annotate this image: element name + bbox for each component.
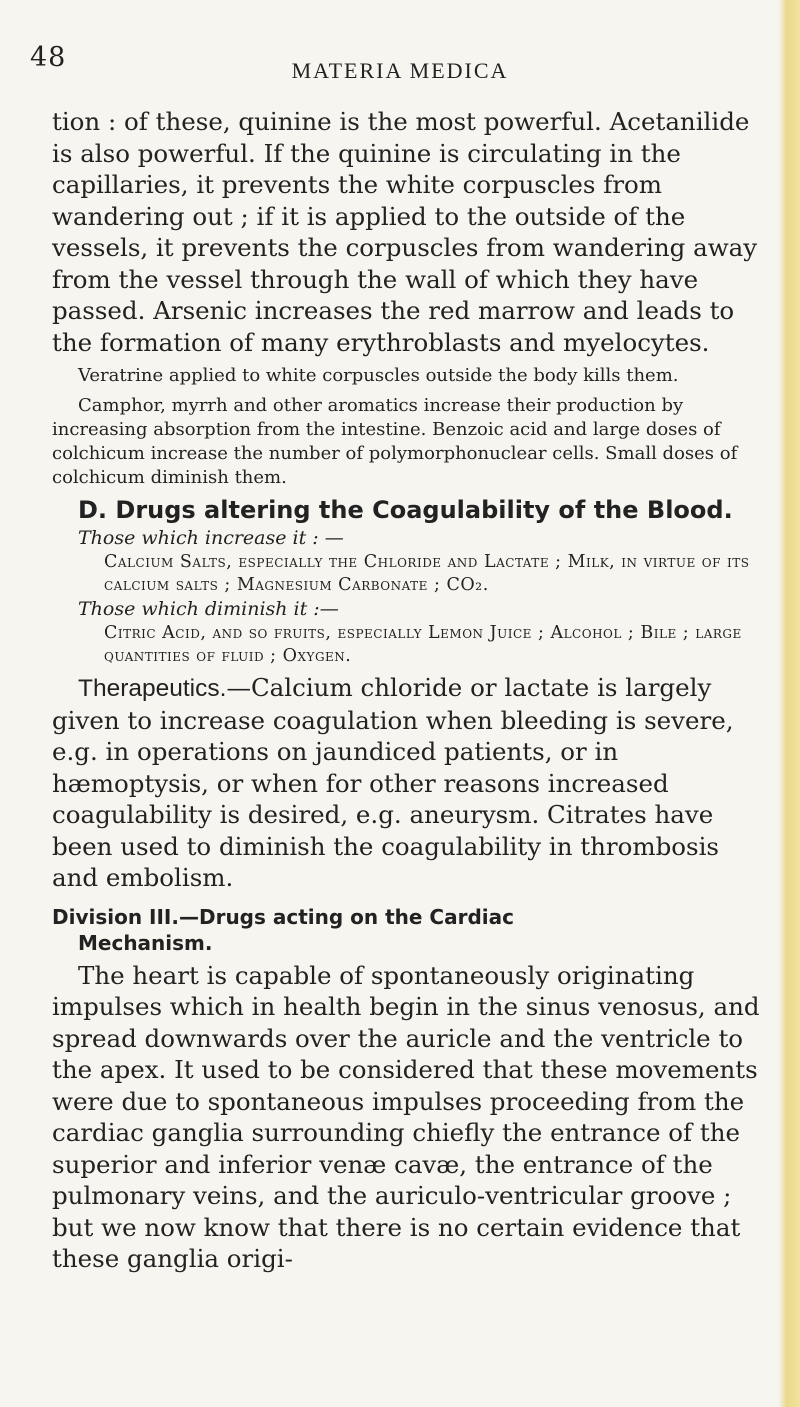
therapeutics-text: —Calcium chloride or lactate is largely given to increase coagulation when bleeding is severe, e.g. in operations on jaundiced patients, or in hæmoptysis, or when for other reasons increased coagulability is desired, e.g. aneurysm. Citrates have been used to diminish the coagulability in thrombosis and embolism. [52,673,734,892]
therapeutics-label: Therapeutics. [78,675,227,702]
camphor-paragraph: Camphor, myrrh and other aromatics increase their production by increasing absorption from the intestine. Benzoic acid and large doses of colchicum increase the number of polymorphonuclear cells. Small doses of colchicum diminish them. [52,395,738,488]
increase-items: Calcium Salts, especially the Chloride and Lactate ; Milk, in virtue of its calcium salts ; Magnesium Carbonate ; CO₂. [104,552,750,595]
division-heading-line1: Division III.—Drugs acting on the Cardiac [52,904,514,929]
therapeutics-paragraph [52,672,760,894]
intro-paragraph: tion : of these, quinine is the most powerful. Acetanilide is also powerful. If the quinine is circulating in the capillaries, it prevents the white corpuscles from wandering out ; if it is applied to the outside of the vessels, it prevents the corpuscles from wandering away from the vessel through the wall of which they have passed. Arsenic increases the red marrow and leads to the formation of many erythroblasts and myelocytes. [52,107,758,357]
increase-label: Those which increase it : — [78,527,344,549]
division-paragraph: The heart is capable of spontaneously originating impulses which in health begin in the sinus venosus, and spread downwards over the auricle and the ventricle to the apex. It used to be considered that these movements were due to spontaneous impulses proceeding from the cardiac ganglia surrounding chiefly the entrance of the superior and inferior venæ cavæ, the entrance of the pulmonary veins, and the auriculo-ventricular groove ; but we now know that there is no certain evidence that these ganglia origi- [52,960,760,1273]
veratrine-paragraph: Veratrine applied to white corpuscles outside the body kills them. [78,365,679,386]
page-body [52,106,760,1275]
page-number: 48 [30,42,67,73]
section-d-heading: D. Drugs altering the Coagulability of the Blood. [78,496,733,524]
running-head: MATERIA MEDICA [291,58,509,83]
division-heading-line2: Mechanism. [78,930,213,955]
division-heading [52,904,760,956]
page-edge [778,0,800,1407]
diminish-items: Citric Acid, and so fruits, especially Lemon Juice ; Alcohol ; Bile ; large quantities of fluid ; Oxygen. [104,623,742,666]
diminish-label: Those which diminish it :— [78,598,339,620]
